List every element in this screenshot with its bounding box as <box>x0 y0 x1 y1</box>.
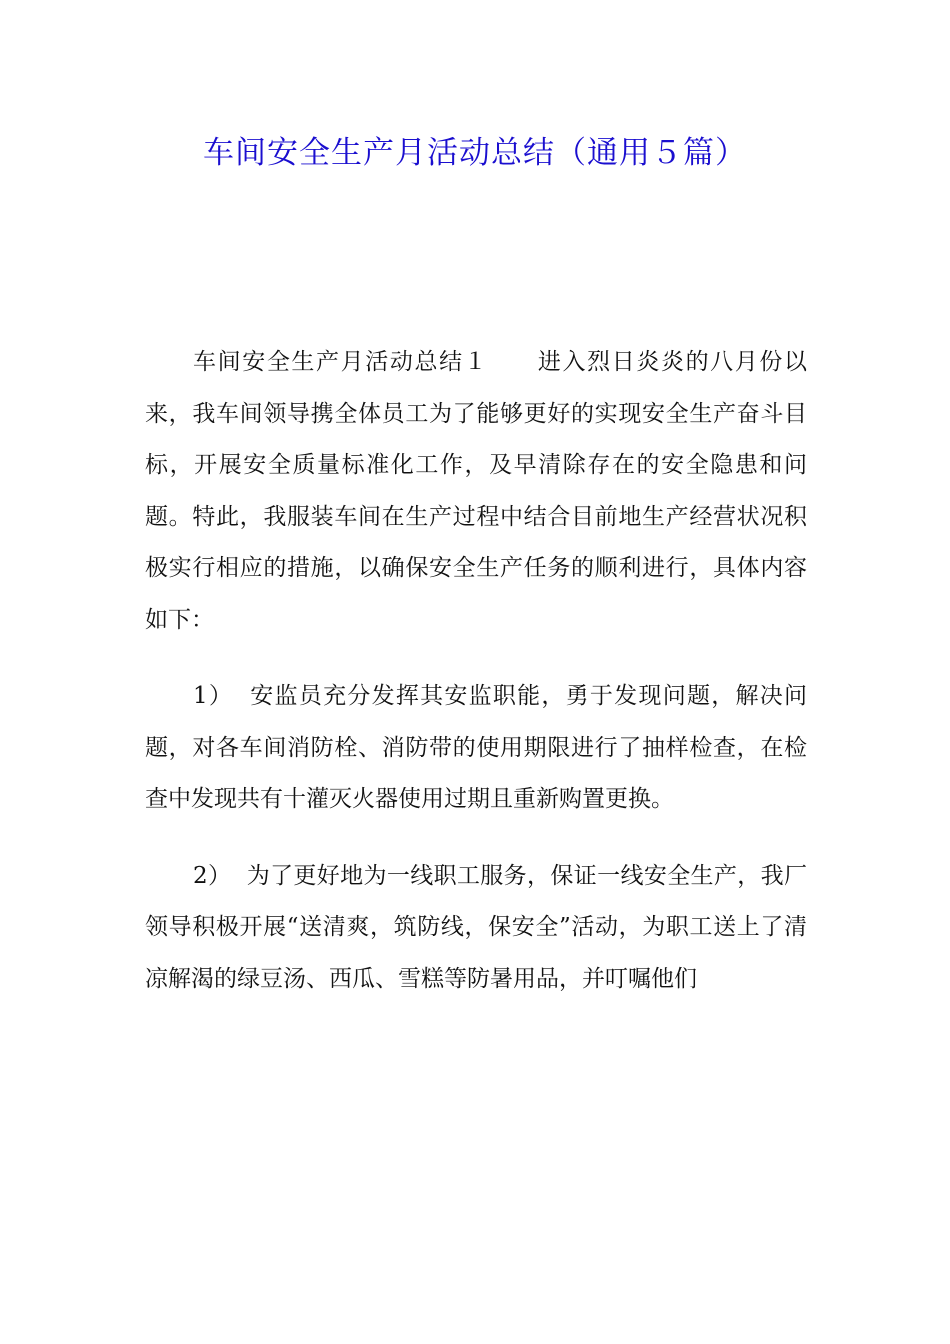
paragraph-3-text: 为了更好地为一线职工服务，保证一线安全生产，我厂领导积极开展“送清爽，筑防线，保安全”活动，为职工送上了清凉解渴的绿豆汤、西瓜、雪糕等防暑用品，并叮嘱他们 <box>145 862 807 992</box>
paragraph-2-text: 安监员充分发挥其安监职能，勇于发现问题，解决问题，对各车间消防栓、消防带的使用期限进行了抽样检查，在检查中发现共有十灌灭火器使用过期且重新购置更换。 <box>145 683 807 812</box>
document-body <box>145 337 807 1005</box>
paragraph-1 <box>145 337 807 646</box>
paragraph-2-number: 1） <box>193 683 234 709</box>
document-title: 车间安全生产月活动总结（通用５篇） <box>203 135 747 171</box>
paragraph-3-number: 2） <box>193 862 232 889</box>
paragraph-2 <box>145 671 807 826</box>
paragraph-1-text: 进入烈日炎炎的八月份以来，我车间领导携全体员工为了能够更好的实现安全生产奋斗目标，开展安全质量标准化工作，及早清除存在的安全隐患和问题。特此，我服装车间在生产过程中结合目前地生产经营状况积极实行相应的措施，以确保安全生产任务的顺利进行，具体内容如下： <box>145 349 808 633</box>
paragraph-1-heading: 车间安全生产月活动总结１ <box>193 349 489 375</box>
paragraph-3 <box>145 851 807 1006</box>
